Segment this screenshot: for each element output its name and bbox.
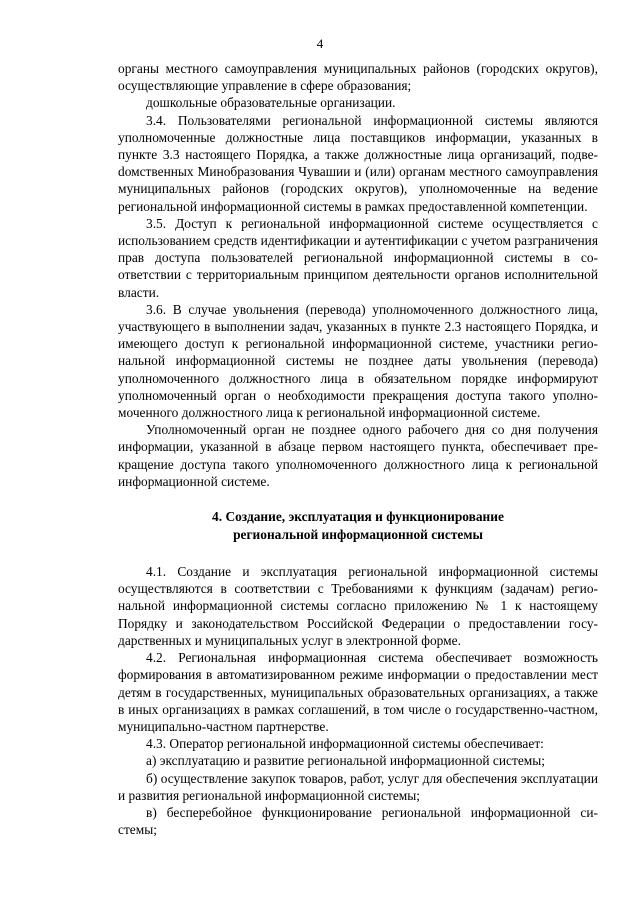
paragraph: 4.3. Оператор региональной информационной системы обеспечивает: <box>146 736 544 752</box>
paragraph: 3.5. Доступ к региональной информационной системе осуществляется с использованием средств идентификации и аутентификации с учетом разграничения прав доступа пользователей региональной информационной системы в соответствии с территориальным принципом деятельности органов исполнительной власти. <box>118 215 598 300</box>
paragraph: 3.6. В случае увольнения (перевода) уполномоченного должностного лица, участвующего в выполнении задач, указанных в пункте 2.3 настоящего Порядка, и имеющего доступ к региональной информационной системе, участники региональной информационной системы не позднее даты увольнения (перевода) уполномоченного должностного лица в обязательном порядке информируют уполномоченный орган о необходимости прекращения доступа такого уполномоченного должностного лица к региональной информационной системе. <box>118 301 598 421</box>
paragraph: 4.1. Создание и эксплуатация региональной информационной системы осуществляются в соответствии с Требованиями к функциям (задачам) региональной информационной системы согласно приложению № 1 к настоящему Порядку и законодательством Российской Федерации о предоставлении государственных и муниципальных услуг в электронной форме. <box>118 564 598 648</box>
list-item: а) эксплуатацию и развитие региональной информационной системы; <box>146 753 545 769</box>
paragraph: 3.4. Пользователями региональной информационной системы являются уполномоченные должностные лица поставщиков информации, указанных в пункте 3.3 настоящего Порядка, а также должностные лица организаций, подвеdомственных Минобразования Чувашии и (или) органам местного самоуправления муниципальных районов (городских округов), уполномоченные на ведение региональной информационной системы в рамках предоставленной компетенции. <box>118 112 598 214</box>
paragraph: Уполномоченный орган не позднее одного рабочего дня со дня получения информации, указанной в абзаце первом настоящего пункта, обеспечивает прекращение доступа такого уполномоченного должностного лица к региональной информационной системе. <box>118 422 598 489</box>
section-heading-line-2: региональной информационной системы <box>233 526 483 542</box>
paragraph: дошкольные образовательные организации. <box>146 95 396 111</box>
list-item: в) бесперебойное функционирование региональной информационной системы; <box>118 804 598 838</box>
paragraph: органы местного самоуправления муниципальных районов (городских округов), осуществляющие управление в сфере образования; <box>118 61 598 94</box>
page-number: 4 <box>316 36 324 51</box>
paragraph: 4.2. Региональная информационная система обеспечивает возможность формирования в автоматизированном режиме информации о предоставлении мест детям в государственных, муниципальных образовательных организациях, а также в иных организациях в рамках соглашений, в том числе о государственно-частном, муниципально-частном партнерстве. <box>118 650 598 734</box>
list-item: б) осуществление закупок товаров, работ, услуг для обеспечения эксплуатации и развития региональной информационной системы; <box>118 770 598 803</box>
document-body <box>118 60 598 838</box>
section-heading <box>118 508 598 543</box>
section-heading-line-1: 4. Создание, эксплуатация и функционирование <box>212 509 504 525</box>
